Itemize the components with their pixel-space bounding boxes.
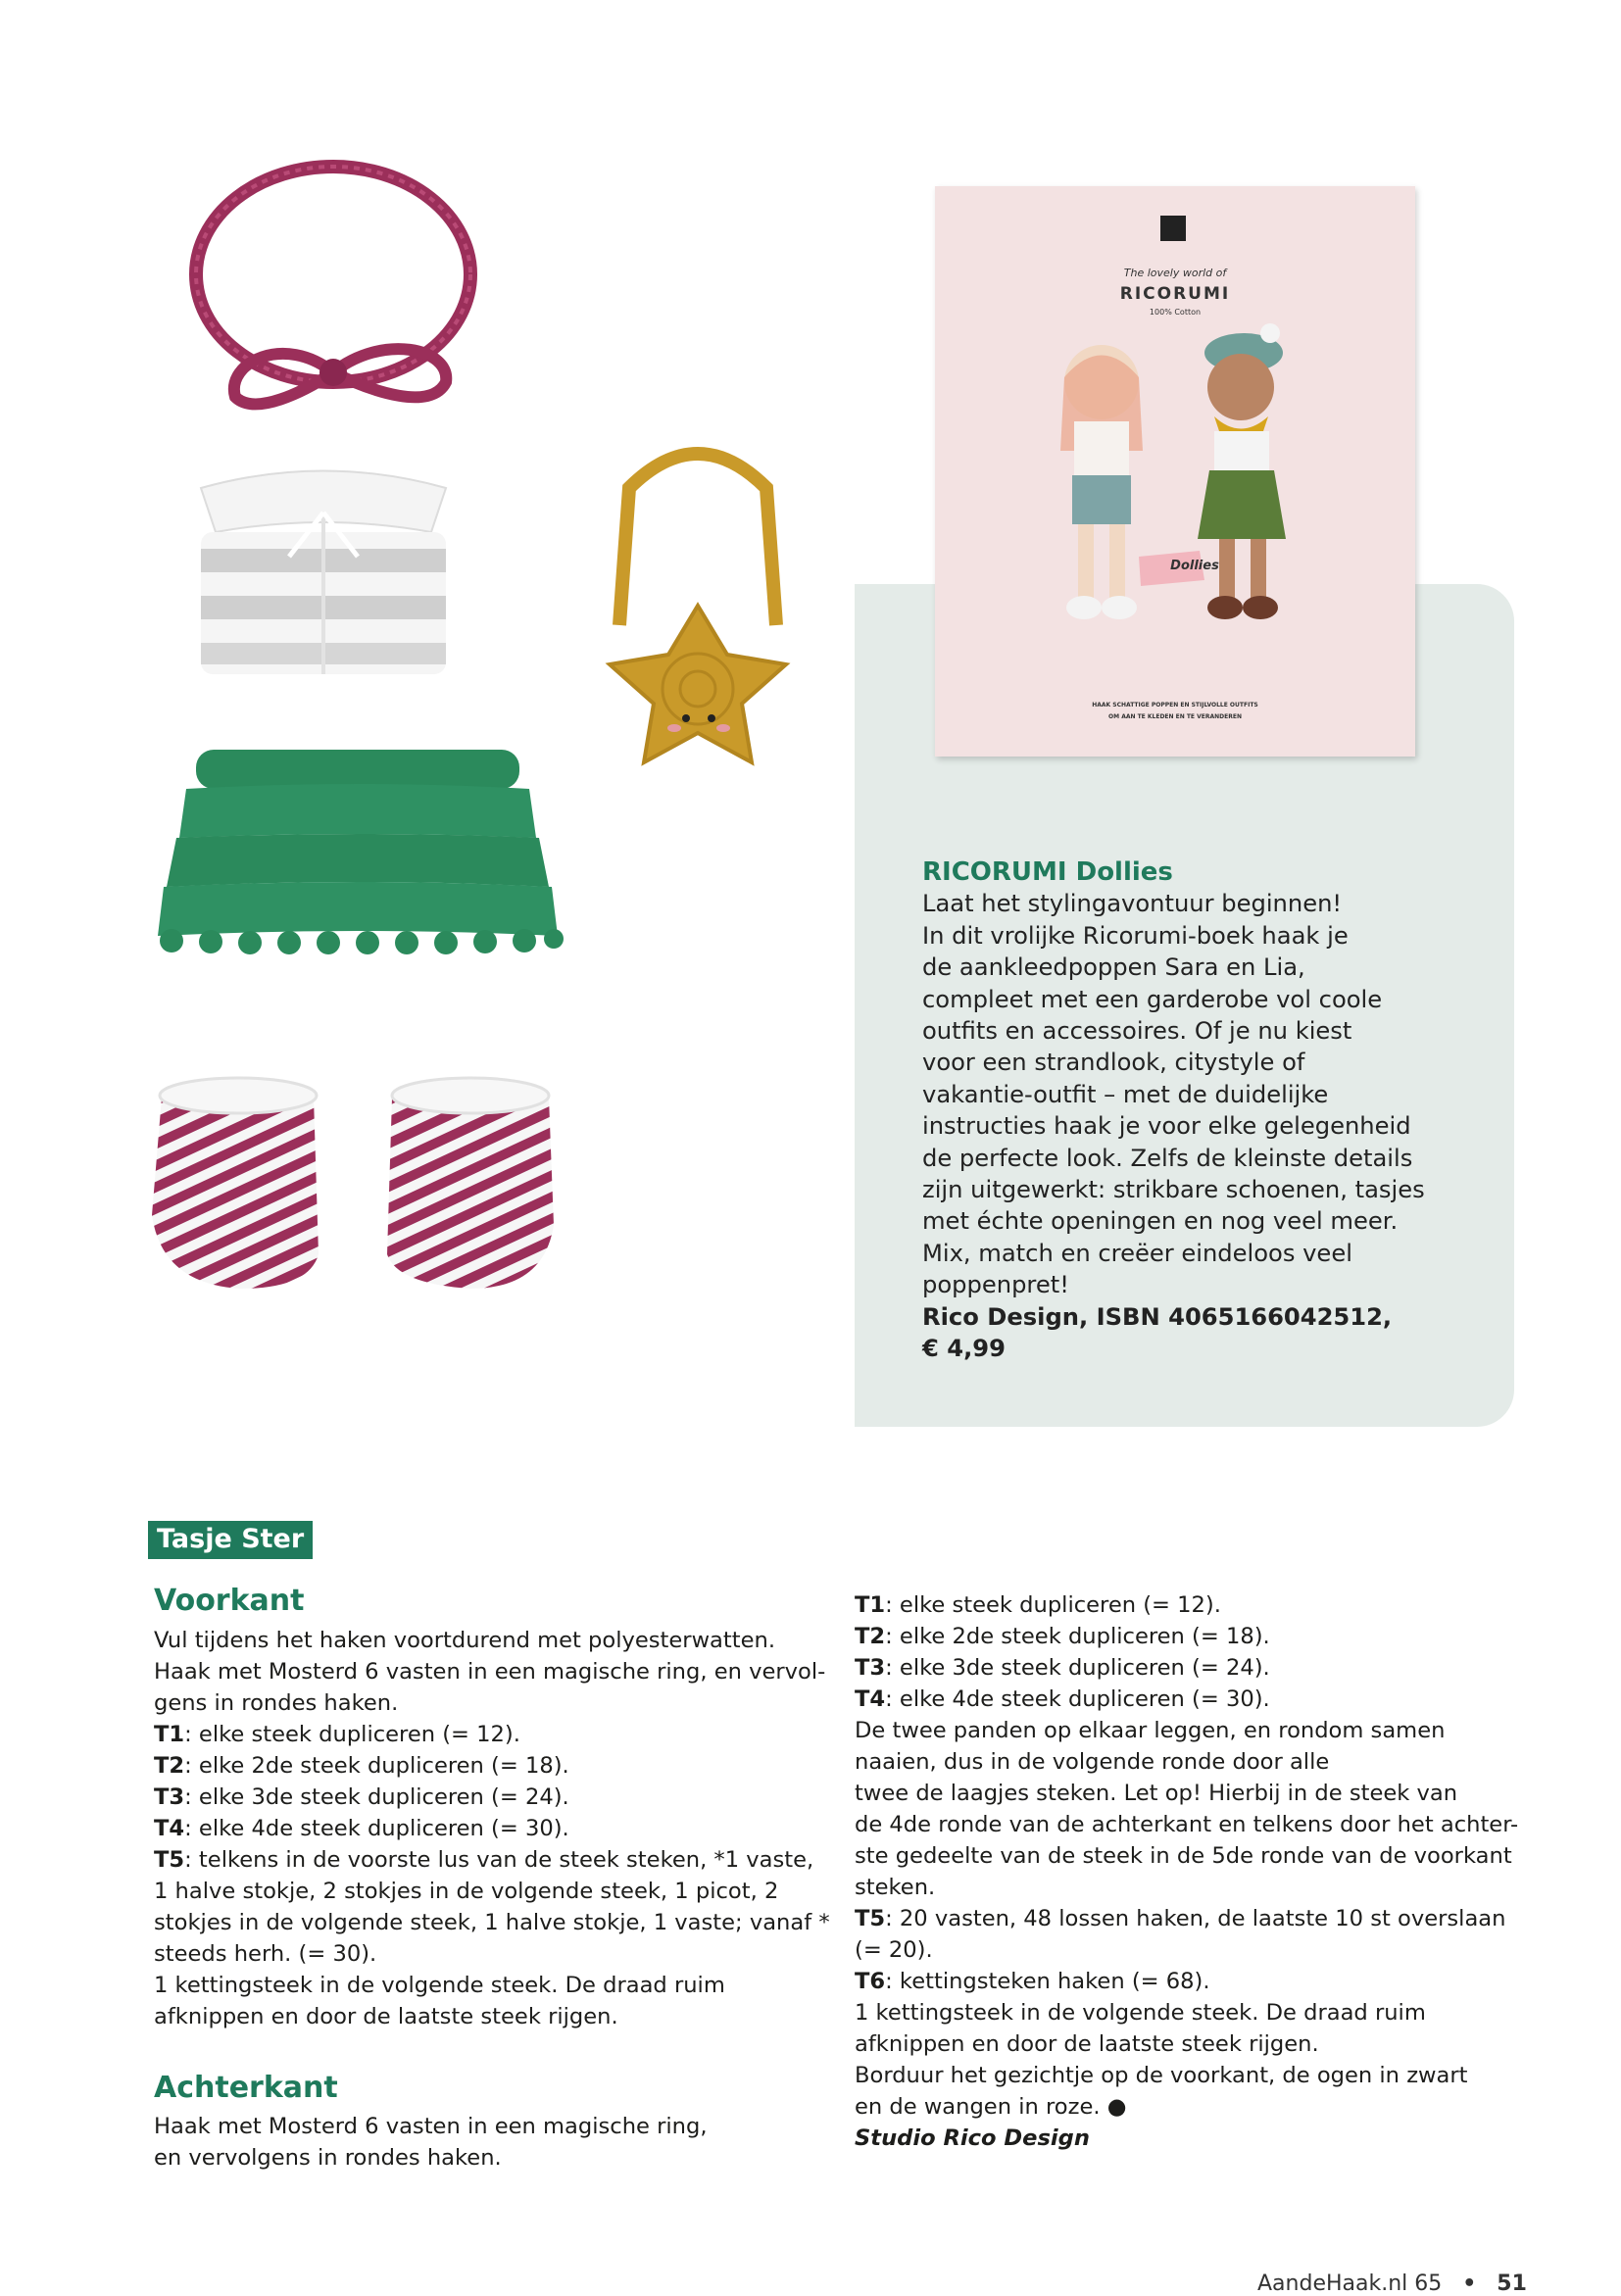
dolls-illustration <box>1013 323 1337 637</box>
instruction-text: afknippen en door de laatste steek rijgen. <box>855 2031 1319 2057</box>
instruction-line <box>855 1746 1518 1778</box>
book-title: RICORUMI Dollies <box>922 857 1173 887</box>
instruction-line <box>855 1715 1518 1746</box>
round-label: T2 <box>855 1624 886 1649</box>
brand-logo <box>1160 216 1186 241</box>
signature-wrap <box>855 2123 1090 2154</box>
instruction-line <box>154 1938 830 1970</box>
instruction-text: : elke 3de steek dupliceren (= 24). <box>184 1784 569 1810</box>
round-label: T5 <box>855 1906 886 1931</box>
instruction-line <box>855 1903 1518 1934</box>
back-instructions <box>154 2111 708 2174</box>
instruction-line <box>154 2111 708 2142</box>
round-label: T4 <box>855 1686 886 1712</box>
desc-line: de aankleedpoppen Sara en Lia, <box>922 953 1305 982</box>
ruffle-skirt-image <box>152 740 564 965</box>
instruction-line <box>855 2060 1518 2091</box>
headband-image <box>167 137 500 421</box>
instruction-text: 1 kettingsteek in de volgende steek. De draad ruim <box>154 1973 725 1998</box>
round-label: T3 <box>154 1784 185 1810</box>
instruction-line <box>855 1997 1518 2028</box>
desc-line: Mix, match en creëer eindeloos veel <box>922 1239 1352 1267</box>
instruction-text: : elke 4de steek dupliceren (= 30). <box>184 1816 569 1841</box>
desc-line: compleet met een garderobe vol coole <box>922 985 1383 1013</box>
desc-line: voor een strandlook, citystyle of <box>922 1049 1305 1077</box>
round-label: T1 <box>855 1592 886 1618</box>
instruction-text: (= 20). <box>855 1937 933 1963</box>
instruction-line <box>855 2028 1518 2060</box>
instruction-text: steken. <box>855 1875 936 1900</box>
instruction-line <box>154 1750 830 1782</box>
instruction-text: : elke 2de steek dupliceren (= 18). <box>885 1624 1270 1649</box>
instruction-text: afknippen en door de laatste steek rijgen. <box>154 2004 618 2029</box>
instruction-text: 1 halve stokje, 2 stokjes in de volgende steek, 1 picot, 2 <box>154 1879 779 1904</box>
instruction-line <box>154 2142 708 2174</box>
desc-line: instructies haak je voor elke gelegenheid <box>922 1112 1411 1141</box>
desc-line: de perfecte look. Zelfs de kleinste details <box>922 1144 1413 1172</box>
instruction-text: : elke steek dupliceren (= 12). <box>184 1722 520 1747</box>
cover-series: The lovely world of <box>1123 267 1227 279</box>
instruction-line <box>855 1872 1518 1903</box>
booties-image <box>142 1058 564 1294</box>
instruction-line <box>154 1876 830 1907</box>
pattern-title-tag: Tasje Ster <box>148 1521 313 1559</box>
front-heading: Voorkant <box>154 1584 305 1618</box>
instruction-line <box>855 1684 1518 1715</box>
instruction-text: : 20 vasten, 48 lossen haken, de laatste 10 st overslaan <box>885 1906 1506 1931</box>
desc-line: vakantie-outfit – met de duidelijke <box>922 1080 1329 1108</box>
instruction-text: twee de laagjes steken. Let op! Hierbij in de steek van <box>855 1781 1458 1806</box>
back-heading: Achterkant <box>154 2071 338 2105</box>
instruction-text: Vul tijdens het haken voortdurend met polyesterwatten. <box>154 1628 776 1653</box>
instruction-line <box>855 2091 1518 2123</box>
instruction-text: en vervolgens in rondes haken. <box>154 2145 502 2171</box>
instruction-line <box>154 1782 830 1813</box>
instruction-text: : elke 2de steek dupliceren (= 18). <box>184 1753 569 1779</box>
desc-line: poppenpret! <box>922 1271 1069 1299</box>
page-number: 51 <box>1497 2272 1527 2296</box>
round-label: T4 <box>154 1816 185 1841</box>
round-label: T5 <box>154 1847 185 1873</box>
instruction-text: : elke steek dupliceren (= 12). <box>885 1592 1221 1618</box>
instruction-text: : elke 4de steek dupliceren (= 30). <box>885 1686 1270 1712</box>
price: € 4,99 <box>922 1335 1006 1363</box>
sweater-image <box>181 459 466 684</box>
instruction-line <box>154 2001 830 2032</box>
instruction-line <box>855 1652 1518 1684</box>
instruction-line <box>154 1656 830 1687</box>
desc-line: Laat het stylingavontuur beginnen! <box>922 890 1343 918</box>
instruction-text: stokjes in de volgende steek, 1 halve stokje, 1 vaste; vanaf * <box>154 1910 830 1935</box>
desc-line: outfits en accessoires. Of je nu kiest <box>922 1017 1352 1046</box>
instruction-line <box>855 1840 1518 1872</box>
cover-tagline-1: HAAK SCHATTIGE POPPEN EN STIJLVOLLE OUTFITS <box>1092 702 1258 708</box>
instruction-text: en de wangen in roze. ● <box>855 2094 1127 2120</box>
instruction-line <box>154 1813 830 1844</box>
instruction-text: Haak met Mosterd 6 vasten in een magische ring, <box>154 2114 708 2139</box>
instruction-text: de 4de ronde van de achterkant en telkens door het achter- <box>855 1812 1519 1837</box>
instruction-text: : telkens in de voorste lus van de steek steken, *1 vaste, <box>184 1847 814 1873</box>
instruction-line <box>154 1844 830 1876</box>
book-cover-image <box>935 186 1415 757</box>
desc-line: In dit vrolijke Ricorumi-boek haak je <box>922 921 1349 950</box>
signature: Studio Rico Design <box>855 2125 1090 2151</box>
footer-site: AandeHaak.nl 65 <box>1257 2272 1443 2296</box>
instruction-text: Haak met Mosterd 6 vasten in een magische ring, en vervol- <box>154 1659 826 1685</box>
instruction-line <box>855 1966 1518 1997</box>
desc-line: zijn uitgewerkt: strikbare schoenen, tasjes <box>922 1176 1425 1204</box>
instruction-text: naaien, dus in de volgende ronde door alle <box>855 1749 1330 1775</box>
footer-bullet: • <box>1462 2272 1477 2296</box>
instruction-line <box>154 1625 830 1656</box>
instruction-line <box>154 1907 830 1938</box>
instruction-line <box>855 1809 1518 1840</box>
star-bag-image <box>580 429 815 811</box>
instruction-line <box>855 1778 1518 1809</box>
instruction-text: : elke 3de steek dupliceren (= 24). <box>885 1655 1270 1681</box>
round-label: T2 <box>154 1753 185 1779</box>
instruction-text: ste gedeelte van de steek in de 5de ronde van de voorkant <box>855 1843 1512 1869</box>
assembly-instructions <box>855 1589 1518 2123</box>
round-label: T3 <box>855 1655 886 1681</box>
page-footer <box>1257 2272 1527 2296</box>
instruction-line <box>855 1621 1518 1652</box>
instruction-text: : kettingsteken haken (= 68). <box>885 1969 1210 1994</box>
instruction-line <box>154 1970 830 2001</box>
front-instructions <box>154 1625 830 2032</box>
cover-tagline-2: OM AAN TE KLEDEN EN TE VERANDEREN <box>1108 713 1242 720</box>
cover-brand: RICORUMI <box>1119 284 1231 304</box>
round-label: T6 <box>855 1969 886 1994</box>
publisher-line: Rico Design, ISBN 4065166042512, <box>922 1302 1393 1331</box>
instruction-text: 1 kettingsteek in de volgende steek. De draad ruim <box>855 2000 1426 2026</box>
cover-sub: 100% Cotton <box>1149 308 1202 317</box>
cover-label: Dollies <box>1170 559 1219 573</box>
instruction-text: De twee panden op elkaar leggen, en rondom samen <box>855 1718 1446 1743</box>
desc-line: met échte openingen en nog veel meer. <box>922 1207 1399 1236</box>
instruction-text: gens in rondes haken. <box>154 1690 399 1716</box>
round-label: T1 <box>154 1722 185 1747</box>
instruction-line <box>154 1719 830 1750</box>
book-description <box>922 856 1471 1365</box>
instruction-line <box>855 1934 1518 1966</box>
instruction-text: Borduur het gezichtje op de voorkant, de ogen in zwart <box>855 2063 1468 2088</box>
instruction-line <box>855 1589 1518 1621</box>
instruction-line <box>154 1687 830 1719</box>
instruction-text: steeds herh. (= 30). <box>154 1941 377 1967</box>
